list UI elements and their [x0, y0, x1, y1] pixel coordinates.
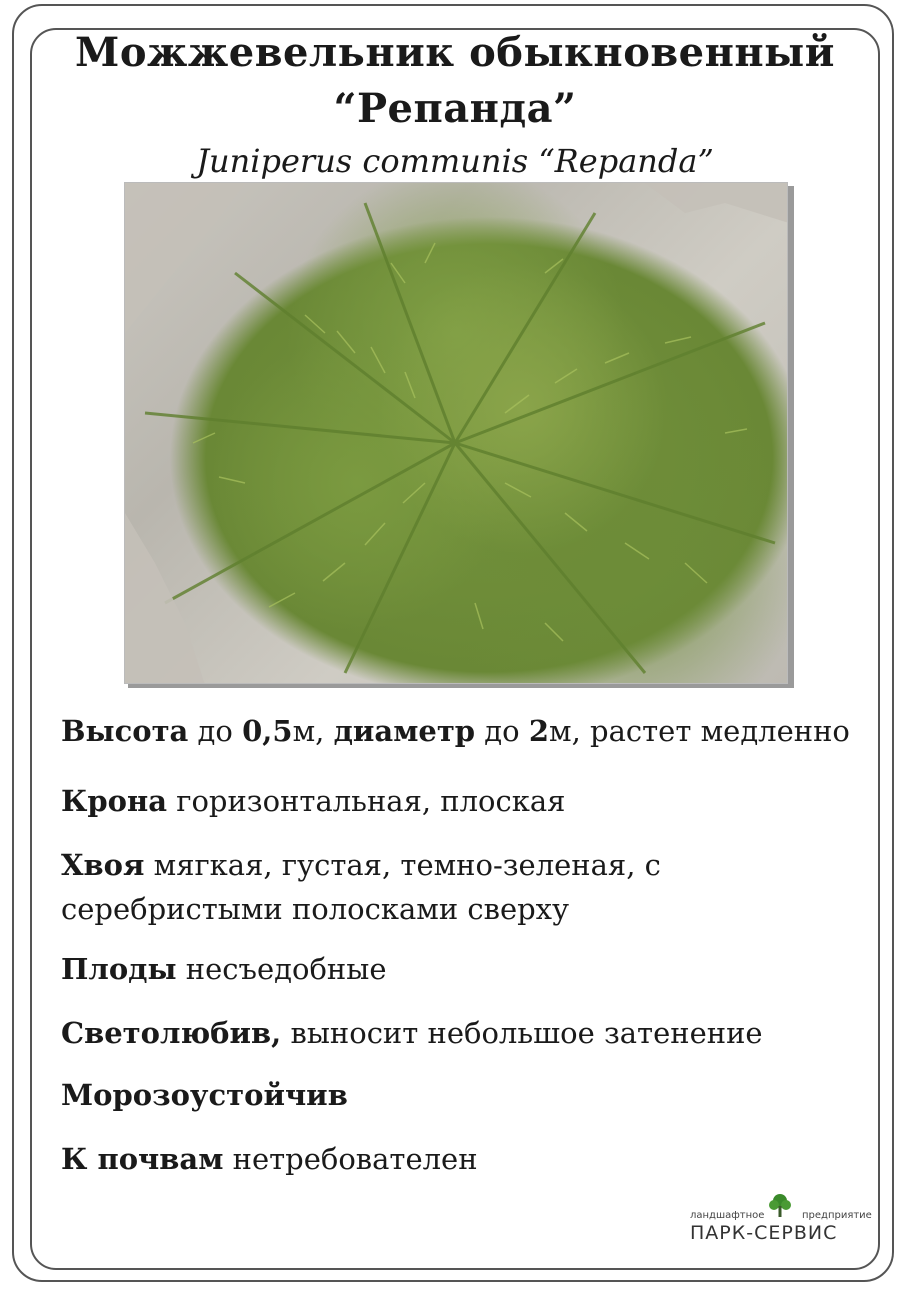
fact-height: Высота до 0,5м, диаметр до 2м, растет медленно [61, 714, 850, 748]
fact-soil: К почвам нетребователен [61, 1142, 478, 1176]
fact-frost: Морозоустойчив [61, 1078, 348, 1112]
fact-needles-line2: серебристыми полосками сверху [61, 892, 570, 926]
juniper-photo [124, 182, 788, 684]
title-line-1: Можжевельник обыкновенный [75, 29, 835, 76]
logo-company-name: ПАРК-СЕРВИС [690, 1222, 838, 1244]
fact-light: Светолюбив, выносит небольшое затенение [61, 1016, 763, 1050]
fact-crown: Крона горизонтальная, плоская [61, 784, 566, 818]
title-line-2: “Репанда” [333, 85, 577, 132]
tree-icon [766, 1192, 794, 1220]
fact-fruits: Плоды несъедобные [61, 952, 387, 986]
fact-needles: Хвоя мягкая, густая, темно-зеленая, с [61, 848, 661, 882]
latin-name: Juniperus communis “Repanda” [196, 142, 714, 180]
company-logo: ландшафтное предприятие ПАРК-СЕРВИС [690, 1192, 870, 1252]
juniper-branches [125, 183, 788, 684]
